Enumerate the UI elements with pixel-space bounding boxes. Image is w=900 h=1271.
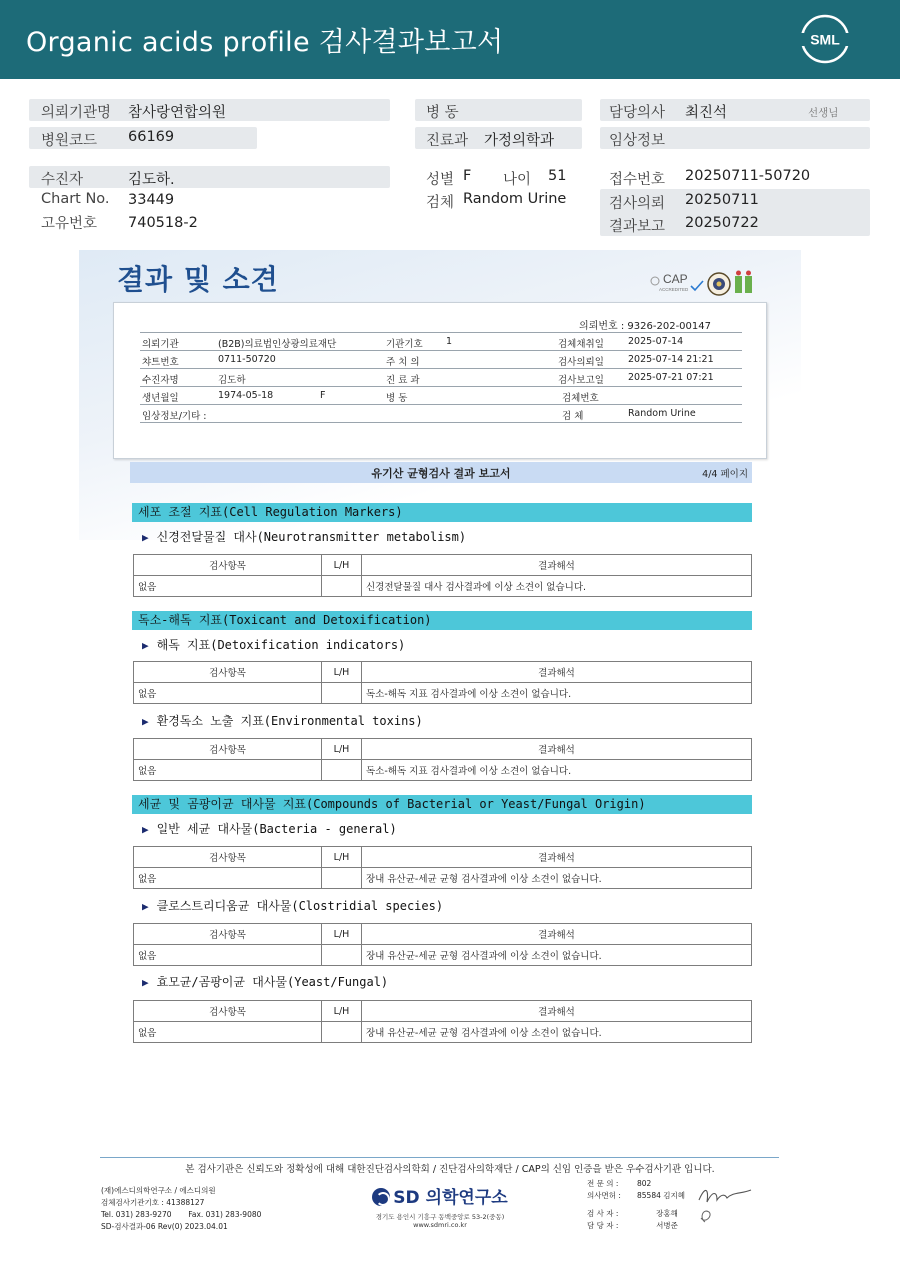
- svg-text:ACCREDITED: ACCREDITED: [659, 287, 689, 292]
- footer-divider: [100, 1157, 779, 1158]
- sml-logo-icon: [800, 14, 850, 64]
- footer-lab-info: [101, 1185, 261, 1233]
- sex-value: F: [463, 168, 472, 184]
- triangle-bullet-icon: ▶: [142, 531, 149, 544]
- page-title: Organic acids profile 검사결과보고서: [26, 27, 504, 58]
- info-row-clinical: 임상정보/기타 : 검 체 Random Urine: [140, 405, 742, 423]
- doctor-label: 담당의사: [609, 105, 666, 121]
- age-label: 나이: [503, 172, 532, 188]
- section-bacterial-fungal: 세균 및 곰팡이균 대사물 지표(Compounds of Bacterial or Yeast/Fungal Origin): [132, 795, 752, 814]
- footer-lab-code: 검체검사기관기호 : 41388127: [101, 1198, 205, 1207]
- result-document: [79, 250, 801, 1070]
- result-table: 검사항목 L/H 결과해석 없음 장내 유산균-세균 균형 검사결과에 이상 소견이 없습니다.: [133, 923, 752, 966]
- request-value: 20250711: [685, 192, 759, 208]
- specimen-value: Random Urine: [463, 191, 567, 207]
- info-row: 수진자명 김도하 진 료 과 검사보고일 2025-07-21 07:21: [140, 369, 742, 387]
- triangle-bullet-icon: ▶: [142, 715, 149, 728]
- ward-label: 병 동: [426, 105, 459, 121]
- subsection-detoxification: ▶ 해독 지표(Detoxification indicators): [142, 638, 406, 652]
- table-row: 없음 독소-해독 지표 검사결과에 이상 소견이 없습니다.: [134, 683, 752, 704]
- footer-signatories: 전 문 의 : 802 의사면허 : 85584 김지혜 검 사 자 : 장홍해 담 당 자 : 서병준: [587, 1179, 685, 1230]
- table-row: 없음 장내 유산균-세균 균형 검사결과에 이상 소견이 없습니다.: [134, 945, 752, 966]
- info-row: 챠트번호 0711-50720 주 치 의 검사의뢰일 2025-07-14 21:21: [140, 351, 742, 369]
- sd-logo-icon: [372, 1188, 390, 1206]
- table-row: 없음 신경전달물질 대사 검사결과에 이상 소견이 없습니다.: [134, 576, 752, 597]
- chart-label: Chart No.: [41, 191, 110, 207]
- table-row: 없음 장내 유산균-세균 균형 검사결과에 이상 소견이 없습니다.: [134, 868, 752, 889]
- cap-accredited-icon: [651, 272, 703, 292]
- institution-value: 참사랑연합의원: [128, 105, 227, 121]
- certification-logos: [649, 268, 799, 298]
- hospital-code-label: 병원코드: [41, 133, 98, 149]
- sex-label: 성별: [426, 172, 455, 188]
- subsection-clostridial: ▶ 클로스트리디움균 대사물(Clostridial species): [142, 899, 444, 913]
- table-row: 없음 독소-해독 지표 검사결과에 이상 소견이 없습니다.: [134, 760, 752, 781]
- footer-doc-revision: SD-검사결과-06 Rev(0) 2023.04.01: [101, 1222, 228, 1231]
- specimen-label: 검체: [426, 195, 455, 211]
- result-table: 검사항목 L/H 결과해석 없음 독소-해독 지표 검사결과에 이상 소견이 없습니다.: [133, 738, 752, 781]
- sd-logo: SD 의학연구소: [365, 1183, 515, 1208]
- subsection-environmental-toxins: ▶ 환경독소 노출 지표(Environmental toxins): [142, 714, 423, 728]
- seal-icon: [708, 273, 730, 295]
- report-label: 결과보고: [609, 219, 666, 235]
- footer-certification-note: 본 검사기관은 신뢰도와 정확성에 대해 대한진단검사의학회 / 진단검사의학재단 / CAP의 신임 인증을 받은 우수검사기관 입니다.: [185, 1164, 715, 1175]
- patient-value: 김도하.: [128, 172, 175, 188]
- svg-text:CAP: CAP: [663, 272, 688, 286]
- info-row: 의뢰기관 (B2B)의료법인상광의료재단 기관기호 1 검체채취일 2025-07-14: [140, 333, 742, 351]
- request-number: 의뢰번호 : 9326-202-00147: [579, 321, 711, 332]
- signature-icon: [695, 1178, 755, 1228]
- section-toxicant: 독소-해독 지표(Toxicant and Detoxification): [132, 611, 752, 630]
- footer-url: www.sdmri.co.kr: [413, 1221, 467, 1229]
- patient-label: 수진자: [41, 172, 84, 188]
- unique-value: 740518-2: [128, 215, 198, 231]
- patient-bar: [29, 166, 390, 188]
- department-label: 진료과: [426, 133, 469, 149]
- receipt-label: 접수번호: [609, 172, 666, 188]
- result-table: 검사항목 L/H 결과해석 없음 신경전달물질 대사 검사결과에 이상 소견이 없습니다.: [133, 554, 752, 597]
- result-heading: 결과 및 소견: [117, 263, 279, 296]
- unique-label: 고유번호: [41, 216, 98, 232]
- top-banner: [0, 0, 900, 79]
- receipt-value: 20250711-50720: [685, 168, 811, 184]
- doctor-suffix: 선생님: [808, 107, 839, 119]
- institution-label: 의뢰기관명: [41, 105, 112, 121]
- section-cell-regulation: 세포 조절 지표(Cell Regulation Markers): [132, 503, 752, 522]
- department-value: 가정의학과: [484, 133, 555, 149]
- table-row: 없음 장내 유산균-세균 균형 검사결과에 이상 소견이 없습니다.: [134, 1022, 752, 1043]
- report-title: 유기산 균형검사 결과 보고서: [371, 467, 511, 480]
- request-info-box: [113, 302, 767, 459]
- page-number: 4/4 페이지: [702, 469, 748, 480]
- subsection-neurotransmitter: ▶ 신경전달물질 대사(Neurotransmitter metabolism): [142, 530, 467, 544]
- info-row: 생년월일 1974-05-18 F 병 동 검체번호: [140, 387, 742, 405]
- triangle-bullet-icon: ▶: [142, 639, 149, 652]
- clinical-label: 임상정보: [609, 133, 666, 149]
- result-table: 검사항목 L/H 결과해석 없음 장내 유산균-세균 균형 검사결과에 이상 소견이 없습니다.: [133, 1000, 752, 1043]
- subsection-bacteria-general: ▶ 일반 세균 대사물(Bacteria - general): [142, 822, 397, 836]
- result-table: 검사항목 L/H 결과해석 없음 장내 유산균-세균 균형 검사결과에 이상 소견이 없습니다.: [133, 846, 752, 889]
- report-title-bar: [130, 462, 752, 483]
- subsection-yeast-fungal: ▶ 효모균/곰팡이균 대사물(Yeast/Fungal): [142, 975, 389, 989]
- triangle-bullet-icon: ▶: [142, 823, 149, 836]
- sml-logo-text: SML: [810, 31, 840, 48]
- doctor-value: 최진석: [685, 105, 728, 121]
- triangle-bullet-icon: ▶: [142, 976, 149, 989]
- footer-lab-name: (재)에스디의학연구소 / 에스디의원: [101, 1186, 216, 1195]
- footer-address: 경기도 용인시 기흥구 동백중앙로 53-2(중동): [375, 1213, 505, 1221]
- footer-contact: Tel. 031) 283-9270 Fax. 031) 283-9080: [101, 1210, 262, 1219]
- report-value: 20250722: [685, 215, 759, 231]
- triangle-bullet-icon: ▶: [142, 900, 149, 913]
- chart-value: 33449: [128, 192, 175, 208]
- request-label: 검사의뢰: [609, 196, 666, 212]
- result-table: 검사항목 L/H 결과해석 없음 독소-해독 지표 검사결과에 이상 소견이 없습니다.: [133, 661, 752, 704]
- lab-cert-icon: [735, 271, 752, 294]
- age-value: 51: [548, 168, 567, 184]
- footer-lab-logo-block: [365, 1183, 515, 1229]
- hospital-code-value: 66169: [128, 129, 175, 145]
